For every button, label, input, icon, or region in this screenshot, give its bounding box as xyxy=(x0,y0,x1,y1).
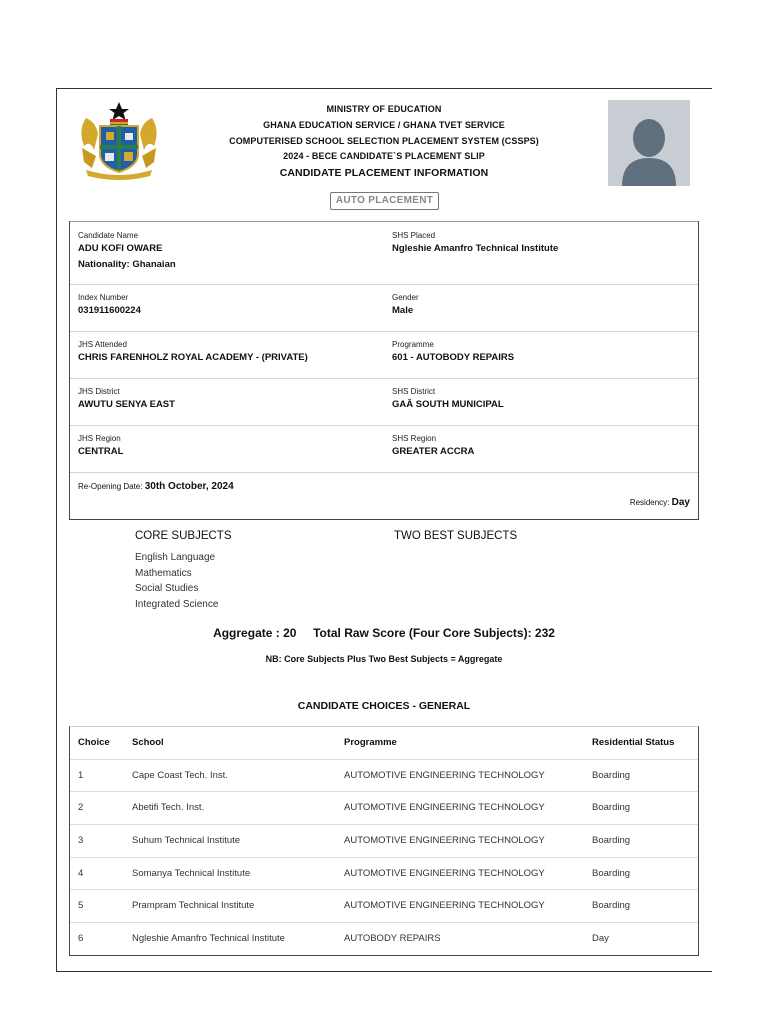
subject-item: Social Studies xyxy=(135,583,199,595)
programme: 601 - AUTOBODY REPAIRS xyxy=(392,352,515,363)
choices-title: CANDIDATE CHOICES - GENERAL xyxy=(297,700,471,712)
table-row xyxy=(70,760,698,793)
document-header xyxy=(200,102,568,181)
slip-title: 2024 - BECE CANDIDATE`S PLACEMENT SLIP xyxy=(283,151,485,162)
choice-number: 6 xyxy=(78,933,84,945)
jhs-attended-label: JHS Attended xyxy=(78,340,127,349)
reopening-date-label: Re-Opening Date: xyxy=(78,482,143,491)
column-header: School xyxy=(132,737,164,748)
choice-residential-status: Boarding xyxy=(592,769,631,781)
choice-number: 2 xyxy=(78,802,84,814)
index-number: 031911600224 xyxy=(78,305,141,316)
info-row xyxy=(70,222,698,285)
choice-residential-status: Boarding xyxy=(592,835,631,847)
choice-residential-status: Boarding xyxy=(592,867,631,879)
coat-of-arms-icon xyxy=(76,100,162,180)
jhs-attended: CHRIS FARENHOLZ ROYAL ACADEMY - (PRIVATE) xyxy=(78,352,308,363)
candidate-name-label: Candidate Name xyxy=(78,231,139,240)
choice-school: Abetifi Tech. Inst. xyxy=(132,802,205,814)
column-header: Choice xyxy=(78,737,110,748)
avatar-icon xyxy=(608,100,690,186)
gender: Male xyxy=(392,305,414,316)
shs-district-label: SHS District xyxy=(392,387,436,396)
table-header-row xyxy=(70,727,698,760)
choice-number: 4 xyxy=(78,867,84,879)
shs-placed: Ngleshie Amanfro Technical Institute xyxy=(392,243,559,254)
aggregate-note: NB: Core Subjects Plus Two Best Subjects = Aggregate xyxy=(265,654,503,664)
candidate-name: ADU KOFI OWARE xyxy=(78,243,163,254)
ministry-title: MINISTRY OF EDUCATION xyxy=(326,104,442,114)
choice-school: Cape Coast Tech. Inst. xyxy=(132,769,228,781)
placement-type-badge: AUTO PLACEMENT xyxy=(330,192,439,210)
subject-item: Integrated Science xyxy=(135,598,219,610)
score-summary xyxy=(0,626,768,640)
jhs-district-label: JHS District xyxy=(78,387,120,396)
choice-programme: AUTOBODY REPAIRS xyxy=(344,933,441,945)
aggregate: Aggregate : 20 xyxy=(213,626,297,640)
table-row xyxy=(70,825,698,858)
choice-residential-status: Boarding xyxy=(592,900,631,912)
info-row xyxy=(70,378,698,426)
core-subjects-list xyxy=(135,550,218,612)
jhs-district: AWUTU SENYA EAST xyxy=(78,399,175,410)
service-title: GHANA EDUCATION SERVICE / GHANA TVET SERVICE xyxy=(263,119,505,130)
choice-number: 3 xyxy=(78,835,84,847)
column-header: Residential Status xyxy=(592,737,675,748)
nationality: Nationality: Ghanaian xyxy=(78,259,176,270)
info-row xyxy=(70,331,698,379)
index-number-label: Index Number xyxy=(78,293,129,302)
choice-residential-status: Day xyxy=(592,933,609,945)
subject-item: Mathematics xyxy=(135,567,192,579)
choice-school: Prampram Technical Institute xyxy=(132,900,255,912)
residency-field xyxy=(630,497,690,508)
section-title: CANDIDATE PLACEMENT INFORMATION xyxy=(279,167,489,180)
table-row xyxy=(70,890,698,923)
reopening-date: 30th October, 2024 xyxy=(144,481,234,492)
candidate-photo-placeholder xyxy=(608,100,690,186)
info-row xyxy=(70,284,698,332)
choice-programme: AUTOMOTIVE ENGINEERING TECHNOLOGY xyxy=(344,900,545,912)
table-row xyxy=(70,792,698,825)
table-row xyxy=(70,858,698,891)
choice-school: Suhum Technical Institute xyxy=(132,835,241,847)
jhs-region-label: JHS Region xyxy=(78,434,121,443)
choice-number: 1 xyxy=(78,769,84,781)
choice-programme: AUTOMOTIVE ENGINEERING TECHNOLOGY xyxy=(344,769,545,781)
best-subjects-heading: TWO BEST SUBJECTS xyxy=(394,530,518,542)
candidate-info-panel xyxy=(69,221,699,520)
choices-table xyxy=(69,726,699,956)
subject-item: English Language xyxy=(135,552,216,563)
choice-residential-status: Boarding xyxy=(592,802,631,814)
column-header: Programme xyxy=(344,737,397,748)
shs-region: GREATER ACCRA xyxy=(392,446,475,457)
info-row xyxy=(70,425,698,473)
choice-school: Ngleshie Amanfro Technical Institute xyxy=(132,933,285,945)
choice-programme: AUTOMOTIVE ENGINEERING TECHNOLOGY xyxy=(344,867,545,879)
core-subjects-heading: CORE SUBJECTS xyxy=(135,530,232,542)
shs-district: GAÂ SOUTH MUNICIPAL xyxy=(392,399,504,410)
residency: Day xyxy=(671,497,690,508)
shs-placed-label: SHS Placed xyxy=(392,231,436,240)
residency-label: Residency: xyxy=(629,498,670,507)
choice-school: Somanya Technical Institute xyxy=(132,867,251,879)
gender-label: Gender xyxy=(392,293,419,302)
table-row xyxy=(70,923,698,955)
programme-label: Programme xyxy=(392,340,434,349)
choice-number: 5 xyxy=(78,900,84,912)
shs-region-label: SHS Region xyxy=(392,434,437,443)
total-raw-score: Total Raw Score (Four Core Subjects): 232 xyxy=(313,626,555,640)
choice-programme: AUTOMOTIVE ENGINEERING TECHNOLOGY xyxy=(344,835,545,847)
choice-programme: AUTOMOTIVE ENGINEERING TECHNOLOGY xyxy=(344,802,545,814)
jhs-region: CENTRAL xyxy=(78,446,124,457)
system-title: COMPUTERISED SCHOOL SELECTION PLACEMENT SYSTEM (CSSPS) xyxy=(229,135,539,146)
reopening-date-field xyxy=(78,481,234,492)
